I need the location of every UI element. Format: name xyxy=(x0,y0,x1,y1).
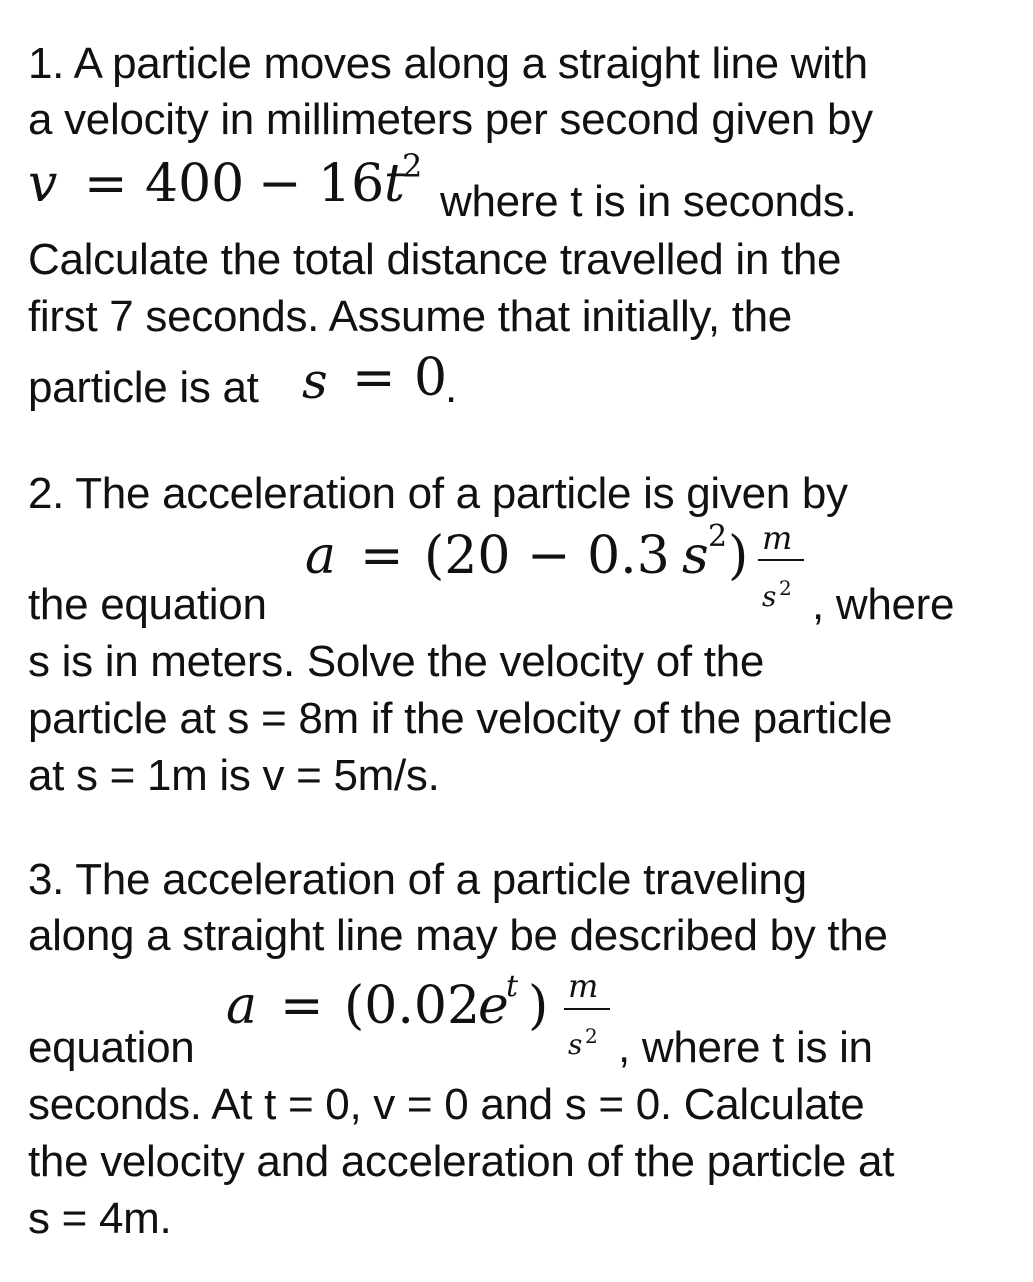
eq-exponent: 2 xyxy=(708,519,728,554)
problem-3-line-3-head: equation xyxy=(28,1023,195,1072)
fraction-bar xyxy=(564,1008,610,1010)
eq-a: a xyxy=(226,976,258,1036)
problem-2-line-3: s is in meters. Solve the velocity of the xyxy=(28,637,765,686)
eq-zero: 0 xyxy=(414,348,448,408)
eq-close-paren: ) xyxy=(728,526,749,586)
problem-3-line-5: the velocity and acceleration of the particle at xyxy=(28,1137,895,1186)
eq-e: e xyxy=(478,976,509,1036)
eq-close-paren: ) xyxy=(528,976,549,1036)
problem-1-line-3-tail: where t is in seconds. xyxy=(440,177,857,226)
fraction-bar xyxy=(758,559,804,561)
eq-equals: = xyxy=(280,976,324,1036)
problem-2-line-5: at s = 1m is v = 5m/s. xyxy=(28,751,440,800)
problem-3-line-6: s = 4m. xyxy=(28,1194,172,1243)
eq-t: t xyxy=(384,154,405,214)
problem-3-line-4: seconds. At t = 0, v = 0 and s = 0. Calculate xyxy=(28,1080,865,1129)
unit-denominator-s: s xyxy=(762,580,777,613)
period: . xyxy=(445,363,457,412)
eq-s: s xyxy=(682,526,709,586)
eq-body: (0.02 xyxy=(344,976,481,1036)
eq-a: a xyxy=(305,526,337,586)
problem-1-line-5: first 7 seconds. Assume that initially, the xyxy=(28,292,792,341)
eq-s: s xyxy=(302,352,328,410)
problem-2-line-2-tail: , where xyxy=(812,580,955,629)
problem-3-line-1: 3. The acceleration of a particle traveling xyxy=(28,855,807,904)
unit-numerator-m: m xyxy=(568,967,599,1005)
problem-3-line-3-tail: , where t is in xyxy=(618,1023,873,1072)
eq-body: (20 − 0.3 xyxy=(424,526,670,586)
eq-400: 400 xyxy=(145,154,245,214)
problem-3-line-2: along a straight line may be described by the xyxy=(28,911,888,960)
problem-2-line-2-head: the equation xyxy=(28,580,267,629)
eq-minus: − xyxy=(258,154,302,214)
eq-equals: = xyxy=(352,348,396,408)
problem-1-line-1: 1. A particle moves along a straight line with xyxy=(28,39,868,88)
problem-1-line-4: Calculate the total distance travelled in the xyxy=(28,235,842,284)
unit-numerator-m: m xyxy=(762,519,793,557)
eq-v: v xyxy=(28,154,58,214)
eq-exponent: 2 xyxy=(402,147,423,185)
eq-equals: = xyxy=(360,526,404,586)
problem-2-line-1: 2. The acceleration of a particle is given by xyxy=(28,469,848,518)
unit-denominator-exponent: 2 xyxy=(585,1024,598,1048)
unit-denominator-exponent: 2 xyxy=(779,576,792,600)
eq-equals: = xyxy=(84,154,128,214)
problem-1-line-6-head: particle is at xyxy=(28,363,259,412)
eq-16: 16 xyxy=(318,154,385,214)
problem-1-line-2: a velocity in millimeters per second given by xyxy=(28,95,873,144)
unit-denominator-s: s xyxy=(568,1028,583,1061)
eq-exponent: t xyxy=(506,969,519,1004)
problem-2-line-4: particle at s = 8m if the velocity of the particle xyxy=(28,694,893,743)
